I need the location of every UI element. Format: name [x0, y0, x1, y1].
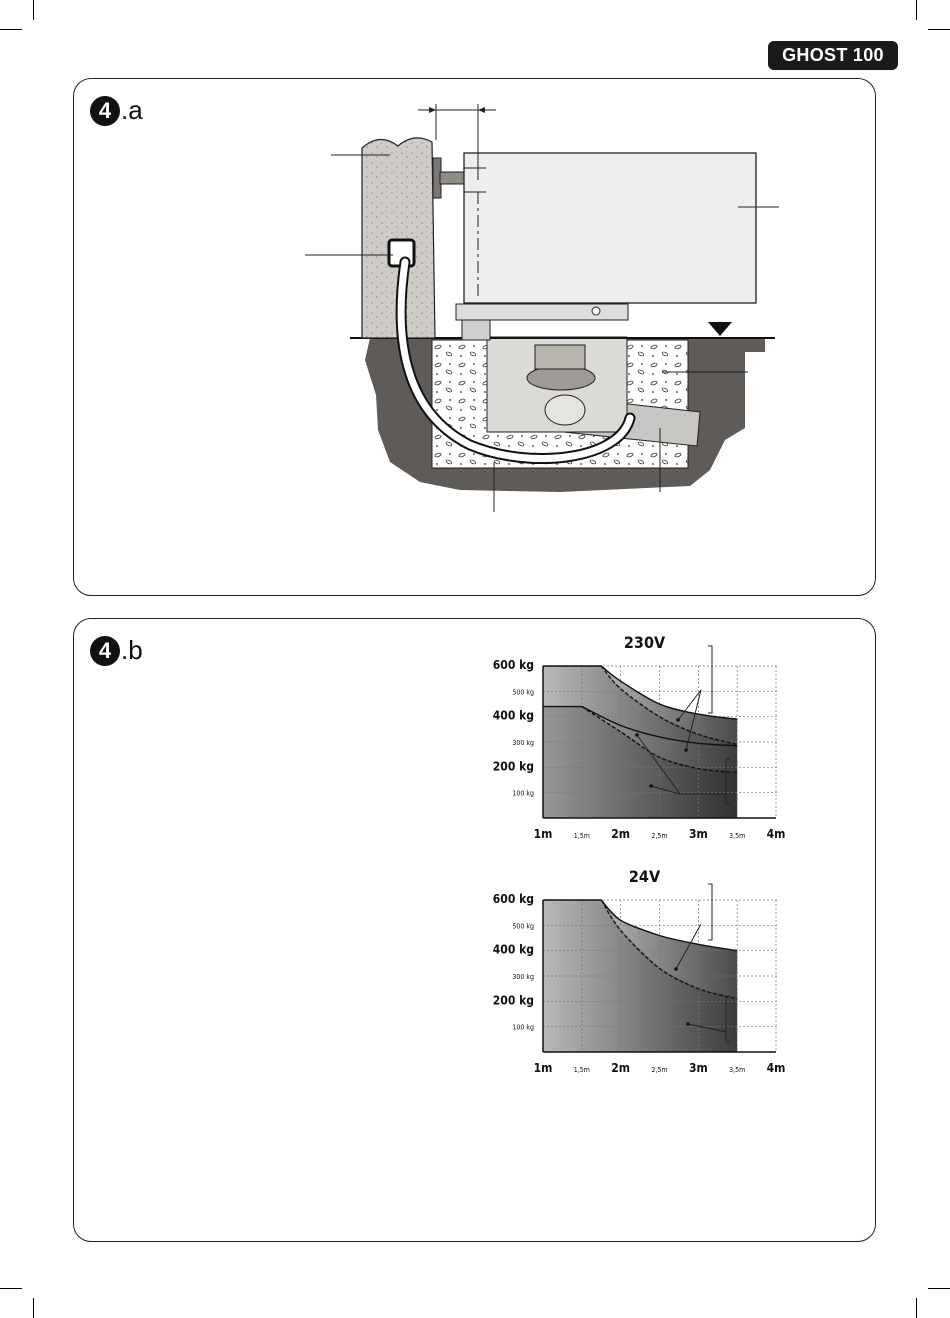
motor-core: [535, 345, 585, 369]
x-tick-label: 3m: [688, 827, 708, 841]
figure-suffix: .a: [121, 95, 143, 125]
chart-title: 24V: [628, 867, 661, 886]
callout-dot: [649, 784, 653, 788]
crop-mark: [33, 1298, 34, 1318]
y-tick-label: 500 kg: [512, 688, 534, 697]
chart-24v: [490, 862, 790, 1087]
ground-level-marker: [708, 322, 732, 336]
installation-diagram: [0, 0, 950, 610]
figure-suffix: .b: [121, 635, 143, 665]
y-tick-label: 300 kg: [512, 973, 534, 981]
x-tick-label: 1,5m: [573, 832, 590, 840]
gear-wheel: [527, 366, 595, 390]
pipe-opening: [545, 395, 585, 425]
x-tick-label: 3,5m: [729, 832, 746, 840]
chart-230v: [490, 628, 790, 853]
crop-mark: [0, 1288, 22, 1289]
x-tick-label: 1,5m: [573, 1066, 590, 1074]
y-tick-label: 200 kg: [492, 993, 534, 1008]
y-tick-label: 600 kg: [492, 892, 534, 906]
callout-bracket: [708, 884, 712, 940]
gate-leaf: [464, 153, 756, 303]
crop-mark: [916, 1298, 917, 1318]
y-tick-label: 300 kg: [512, 739, 534, 747]
dimension-arrow: [478, 107, 485, 113]
y-tick-label: 400 kg: [492, 708, 534, 723]
product-badge: GHOST 100: [768, 41, 898, 70]
x-tick-label: 2,5m: [651, 832, 668, 840]
callout-dot: [684, 748, 688, 752]
x-tick-label: 4m: [766, 1061, 786, 1075]
x-tick-label: 2m: [611, 827, 631, 841]
callout-dot: [635, 733, 639, 737]
y-tick-label: 400 kg: [492, 942, 534, 957]
y-tick-label: 100 kg: [512, 1023, 534, 1032]
y-tick-label: 200 kg: [492, 759, 534, 774]
figure-number: 4: [90, 636, 120, 666]
callout-dot: [686, 1022, 690, 1026]
y-tick-label: 600 kg: [492, 658, 534, 672]
x-tick-label: 2m: [611, 1061, 631, 1075]
hinge-plate: [456, 304, 628, 320]
x-tick-label: 1m: [533, 827, 553, 841]
hinge-shaft: [462, 320, 490, 340]
x-tick-label: 1m: [533, 1061, 553, 1075]
x-tick-label: 3m: [688, 1061, 708, 1075]
hinge-screw: [592, 307, 600, 315]
crop-mark: [928, 1288, 950, 1289]
callout-dot: [674, 967, 678, 971]
dimension-arrow: [429, 107, 436, 113]
x-tick-label: 3,5m: [729, 1066, 746, 1074]
x-tick-label: 2,5m: [651, 1066, 668, 1074]
chart-title: 230V: [623, 633, 666, 652]
callout-bracket: [708, 646, 712, 713]
y-tick-label: 500 kg: [512, 922, 534, 931]
figure-number: 4: [90, 96, 120, 126]
callout-dot: [676, 718, 680, 722]
x-tick-label: 4m: [766, 827, 786, 841]
y-tick-label: 100 kg: [512, 789, 534, 798]
figure-label-b: [90, 635, 143, 666]
